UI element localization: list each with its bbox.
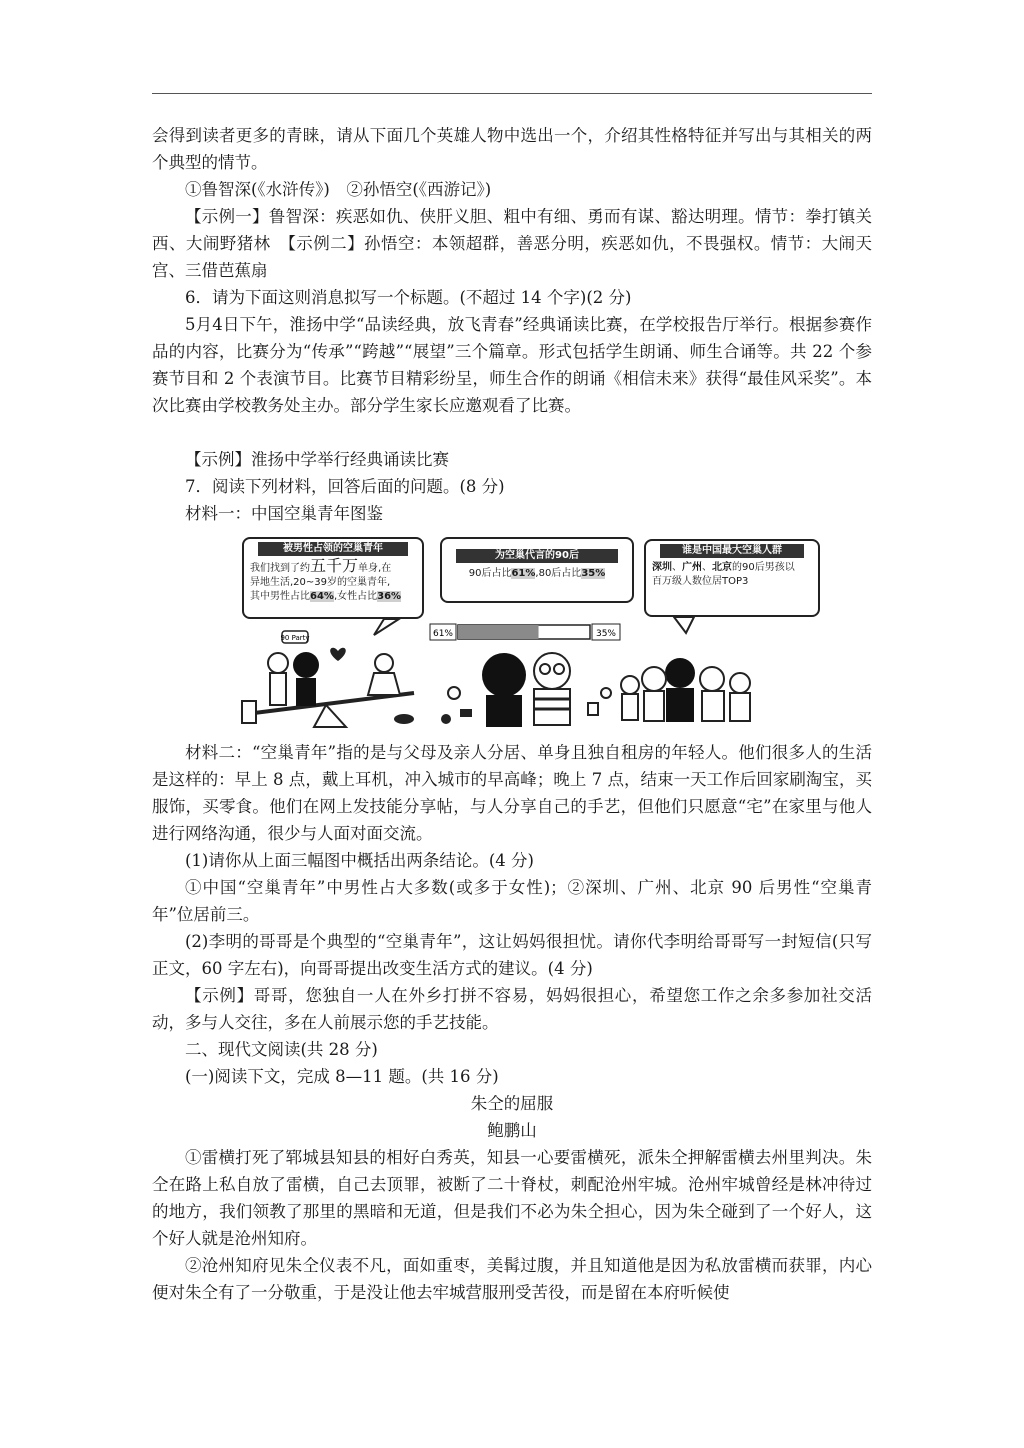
article-title: 朱仝的屈服 [470,1094,554,1113]
article-paragraph-1: ①雷横打死了郓城县知县的相好白秀英，知县一心要雷横死，派朱仝押解雷横去州里判决。朱仝在路上私自放了雷横，自己去顶罪，被断了二十脊杖，刺配沧州牢城。沧州牢城曾经是林冲待过的地方，我们领教了那里的黑暗和无道，但是我们不必为朱仝担心，因为朱仝碰到了一个好人，这个好人就是沧州知府。 [152,1148,872,1248]
panel-title: 为空巢代言的90后 [456,549,618,563]
article-paragraph-2: ②沧州知府见朱仝仪表不凡，面如重枣，美髯过腹，并且知道他是因为私放雷横而获罪，内心便对朱仝有了一分敬重，于是没让他去牢城营服刑受苦役，而是留在本府听候使 [152,1256,872,1302]
dark-figure [482,653,526,697]
question-7: 7．阅读下列材料，回答后面的问题。(8 分) [185,477,505,496]
paragraph: 会得到读者更多的青睐，请从下面几个英雄人物中选出一个，介绍其性格特征并写出与其相关的两个典型的情节。 [152,126,872,172]
article-author: 鲍鹏山 [487,1121,537,1140]
question-6: 6．请为下面这则消息拟写一个标题。(不超过 14 个字)(2 分) [185,288,632,307]
bar-90s [458,625,539,639]
bar-left-label: 61% [432,629,454,639]
woman-figure [375,654,393,672]
dog [394,714,414,724]
heart [330,648,346,661]
clock-object [448,687,460,699]
empty-nest-youth-infographic [234,533,794,729]
answer-7-1: ①中国“空巢青年”中男性占大多数(或多于女性)；②深圳、广州、北京 90 后男性“空巢青年”位居前三。 [152,878,872,924]
svg-text:90 Party: 90 Party [280,634,310,642]
paragraph: 5月4日下午，淮扬中学“品读经典，放飞青春”经典诵读比赛，在学校报告厅举行。根据参赛作品的内容，比赛分为“传承”“跨越”“展望”三个篇章。形式包括学生朗诵、师生合诵等。共 22 个参赛节目和 2 个表演节目。比赛节目精彩纷呈，师生合作的朗诵《相信未来》获得“最佳风采奖”。本次比赛由学校教务处主办。部分学生家长应邀观看了比赛。 [152,315,872,415]
dark-figure [665,658,695,688]
dark-figure [293,652,319,678]
answer-7-2: 【示例】哥哥，您独自一人在外乡打拼不容易，妈妈很担心，希望您工作之余多参加社交活动，多与人交往，多在人前展示您的手艺技能。 [152,986,872,1032]
answer-6: 【示例】淮扬中学举行经典诵读比赛 [185,450,449,469]
phone-object [460,709,472,717]
panel-largest-group: 谁是中国最大空巢人群 深圳、广州、北京的90后男孩以 百万级人数位居TOP3 [644,539,820,617]
question-7-1: (1)请你从上面三幅图中概括出两条结论。(4 分) [185,851,534,870]
paragraph: 【示例一】鲁智深：疾恶如仇、侠肝义胆、粗中有细、勇而有谋、豁达明理。情节：拳打镇关西、大闹野猪林 【示例二】孙悟空：本领超群，善恶分明，疾恶如仇，不畏强权。情节：大闹天宫、三借芭蕉扇 [152,207,872,280]
subsection-heading: (一)阅读下文，完成 8—11 题。(共 16 分) [185,1067,499,1086]
panel-male-dominated: 被男性占领的空巢青年 我们找到了约五千万单身,在 异地生活,20~39岁的空巢青年, 其中男性占比64%,女性占比36% [242,537,424,619]
crowd-figure [642,667,666,691]
crowd-figure [621,676,639,694]
document-body [152,122,872,1306]
section-heading: 二、现代文阅读(共 28 分) [185,1040,378,1059]
panel-title: 谁是中国最大空巢人群 [660,544,804,558]
paragraph: ①鲁智深(《水浒传》) ②孙悟空(《西游记》) [185,180,492,199]
panel-title: 被男性占领的空巢青年 [258,542,408,556]
crowd-figure [700,667,724,691]
crowd-figure [730,673,750,693]
suitcase [242,701,256,723]
header-rule [152,93,872,94]
material-1-label: 材料一：中国空巢青年图鉴 [185,504,383,523]
seesaw-base [314,705,346,727]
panel-90s-generation: 为空巢代言的90后 90后占比61%,80后占比35% [440,537,634,603]
question-7-2: (2)李明的哥哥是个典型的“空巢青年”，这让妈妈很担忧。请你代李明给哥哥写一封短信(只写正文，60 字左右)，向哥哥提出改变生活方式的建议。(4 分) [152,932,872,978]
man-figure [268,653,288,673]
bar-right-label: 35% [595,629,617,639]
material-2: 材料二：“空巢青年”指的是与父母及亲人分居、单身且独自租房的年轻人。他们很多人的生活是这样的：早上 8 点，戴上耳机，冲入城市的早高峰；晚上 7 点，结束一天工作后回家刷淘宝，买服饰，买零食。他们在网上发技能分享帖，与人分享自己的手艺，但他们只愿意“宅”在家里与他人进行网络沟通，很少与人面对面交流。 [152,743,872,843]
